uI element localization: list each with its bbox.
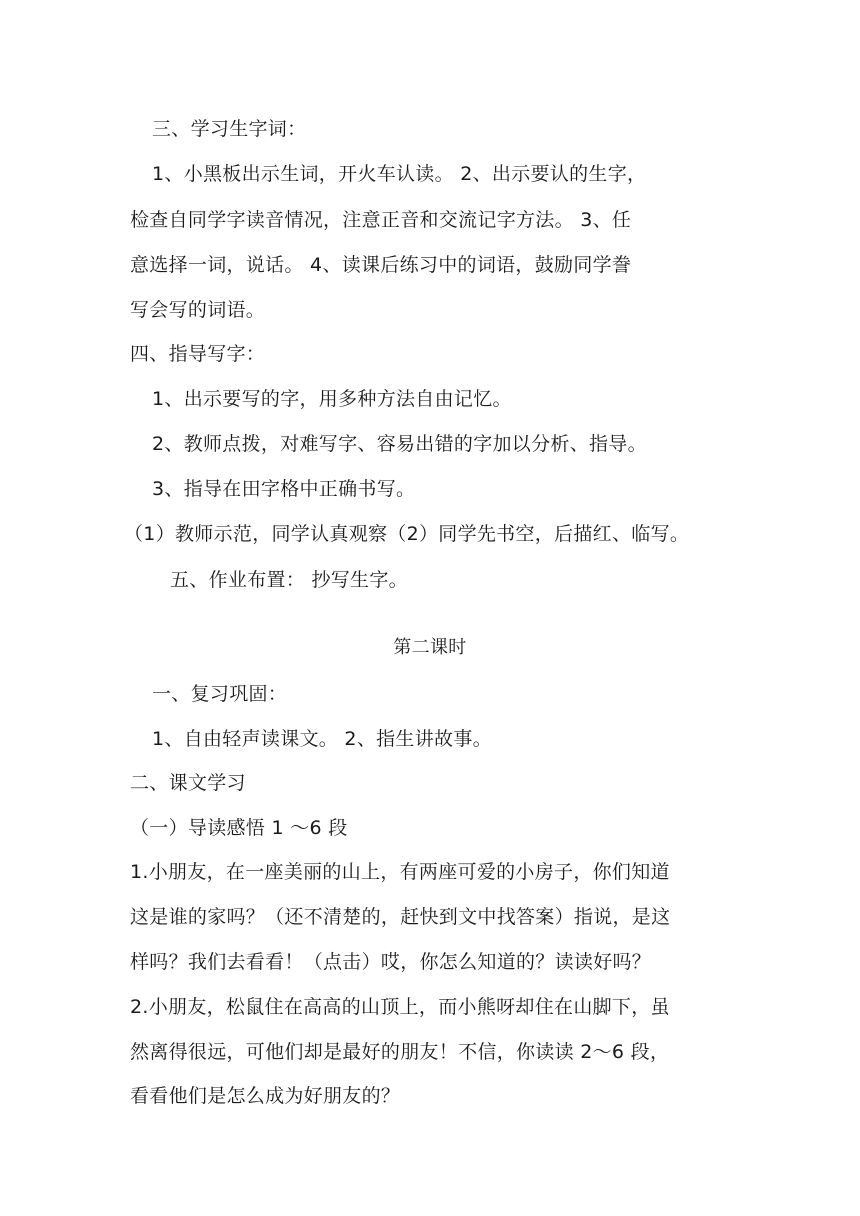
homework-line: 五、作业布置： 抄写生字。: [170, 569, 408, 591]
lesson-title: 第二课时: [393, 637, 467, 658]
list-sub-item: （1）教师示范，同学认真观察（2）同学先书空，后描红、临写。: [124, 523, 690, 545]
paragraph-line: 1.小朋友，在一座美丽的山上，有两座可爱的小房子，你们知道: [130, 861, 670, 883]
paragraph-line: 这是谁的家吗？（还不清楚的，赶快到文中找答案）指说，是这: [130, 906, 671, 928]
section-heading-learn-words: 三、学习生字词：: [152, 118, 307, 140]
list-item: 3、指导在田字格中正确书写。: [152, 478, 416, 500]
paragraph-line: 2.小朋友，松鼠住在高高的山顶上，而小熊呀却住在山脚下，虽: [130, 996, 670, 1018]
sub-heading-guide: （一）导读感悟 1 ～6 段: [130, 817, 348, 839]
paragraph-line: 然离得很远，可他们却是最好的朋友！不信，你读读 2～6 段，: [130, 1041, 670, 1063]
paragraph-line: 样吗？我们去看看！（点击）哎，你怎么知道的？读读好吗？: [130, 951, 652, 973]
list-item: 1、出示要写的字，用多种方法自由记忆。: [152, 388, 512, 410]
section-heading-review: 一、复习巩固：: [152, 683, 288, 705]
list-item: 2、教师点拨，对难写字、容易出错的字加以分析、指导。: [152, 433, 647, 455]
paragraph-line: 1、小黑板出示生词，开火车认读。 2、出示要认的生字，: [152, 163, 647, 185]
section-heading-study: 二、课文学习: [130, 772, 246, 794]
paragraph-line: 检查自同学字读音情况，注意正音和交流记字方法。 3、任: [130, 209, 632, 231]
paragraph-line: 写会写的词语。: [130, 299, 266, 321]
list-item: 1、自由轻声读课文。 2、指生讲故事。: [152, 728, 492, 750]
paragraph-line: 看看他们是怎么成为好朋友的？: [130, 1085, 401, 1107]
paragraph-line: 意选择一词，说话。 4、读课后练习中的词语，鼓励同学誊: [130, 254, 632, 276]
section-heading-writing: 四、指导写字：: [130, 343, 266, 365]
